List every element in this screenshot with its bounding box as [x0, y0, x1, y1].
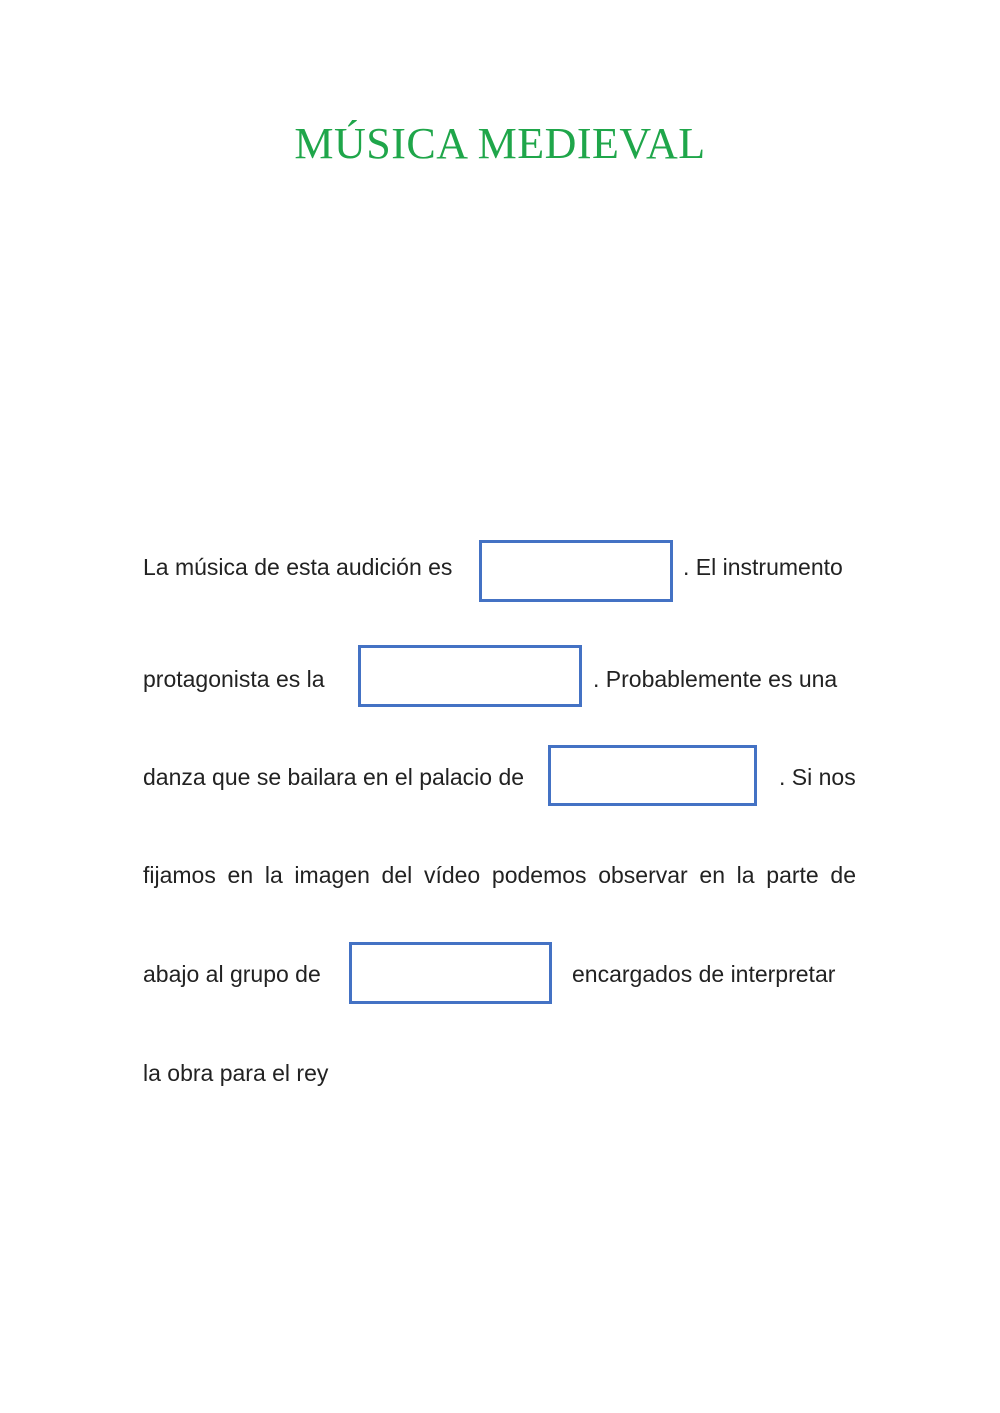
sentence-fragment: . Si nos [779, 764, 856, 790]
sentence-fragment: . Probablemente es una [593, 666, 838, 692]
answer-blank-4[interactable] [349, 942, 552, 1004]
sentence-fragment: encargados de interpretar [572, 961, 836, 987]
page-title: MÚSICA MEDIEVAL [294, 119, 706, 168]
sentence-line: la obra para el rey [143, 1060, 329, 1086]
sentence-fragment: . El instrumento [683, 554, 843, 580]
answer-blank-1[interactable] [479, 540, 673, 602]
sentence-fragment: abajo al grupo de [143, 961, 321, 987]
sentence-line: fijamos en la imagen del vídeo podemos observar en la parte de [143, 862, 856, 888]
sentence-fragment: danza que se bailara en el palacio de [143, 764, 525, 790]
sentence-fragment: La música de esta audición es [143, 554, 453, 580]
answer-blank-2[interactable] [358, 645, 582, 707]
sentence-fragment: protagonista es la [143, 666, 325, 692]
answer-blank-3[interactable] [548, 745, 757, 806]
